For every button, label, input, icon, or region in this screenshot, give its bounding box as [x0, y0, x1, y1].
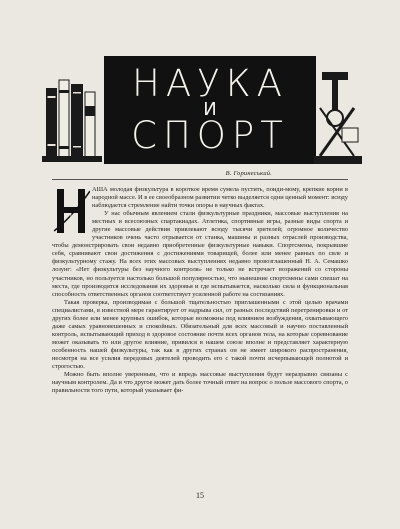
page-number: 15	[196, 491, 204, 500]
title-middle: И	[203, 99, 217, 120]
title-top: НАУКА	[132, 62, 288, 105]
paragraph-3: Такая проверка, производимая с большой тщательностью приглашенными с этой целью врачами специалистами, в известной мере гарантирует от надрыва сил, от разных последствий перетренировки и от других более или менее крупных ошибок, которые возможны под влиянием возбуждения, охватывающего даже самых уравновешенных и спокойных. Обязательный для всех массовый и научно поставленный контроль, испытывающий приход в здоровое состояние почти всех органов тела, на которые соревнование может оказывать то или другое влияние, привился в нашем союзе вполне и представляет характерную особенность нашей физкультуры, так как в других странах он не имеет широкого распространения, несмотря на все усилия передовых деятелей проводить его с такой почти исчерпывающей полнотой и строгостью.	[52, 298, 348, 371]
title-bottom: СПОРТ	[131, 114, 289, 157]
header-illustration	[42, 56, 360, 168]
drop-cap-letter: Н	[69, 214, 75, 220]
books-illustration	[42, 66, 102, 162]
paragraph-4: Можно быть вполне уверенным, что и впредь массовые выступления будут неразрывно связаны с научным контролем. Да и что другое может дать более точный ответ на вопрос о пользе массового спорта, о правильности того пути, который указывает фи-	[52, 371, 348, 395]
article-body	[52, 186, 348, 506]
instruments-illustration	[314, 68, 362, 164]
author-name: В. Горинеський.	[225, 170, 272, 177]
paragraph-2: У нас обычным явлением стали физкультурные праздники, массовые выступления на местных и всесоюзных спартакиадах. Атлетика, спортивные игры, разные виды спорта и другие массовые действия привлекают всюду тысячи зрителей; огромное количество участников очень часто отрывается от станка, машины и разных отраслей производства, чтобы демонстрировать свои недавно приобретенные физкультурные навыки. Спортсмены, покрывшие себя, сравнивают свои достижения с достижениями товарищей, более или менее равных по силе и физкультурному стажу. На всех этих массовых выступлениях недавно провозглашенный Н. А. Семашко лозунг: «Нет физкультуры без научного контроля» не только не встречает возражений со стороны участников, но пользуется настолько большой популярностью, что нынешние спортсмены сами спешат на места, где производятся исследования их здоровья и где испытывается, насколько сила и функциональная способность ответственных органов соответствует усиленной работе на состязаниях.	[52, 210, 348, 298]
divider	[52, 179, 348, 180]
title-banner	[104, 56, 316, 164]
paragraph-1: АША молодая физкультура в короткое время сумела пустить, поиди-мому, крепкие корни в народной массе. И в ее своеобразном развитии четко выделяется одни ценный момент: всюду наблюдается стремление найти точки опоры в научных фактах.	[92, 186, 348, 210]
